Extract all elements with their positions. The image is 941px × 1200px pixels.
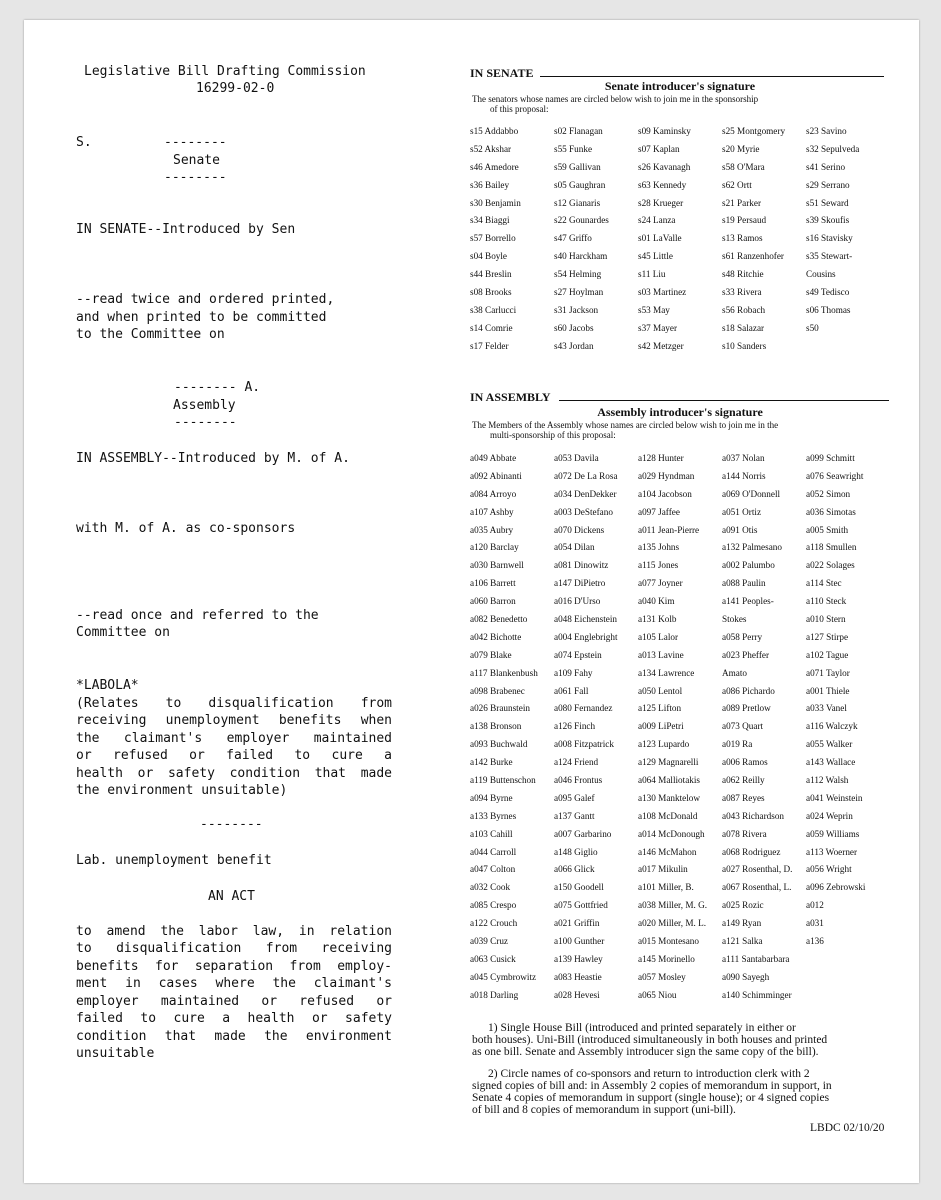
assembly-member-name[interactable]: a045 Cymbrowitz	[470, 971, 537, 982]
senator-column	[638, 123, 722, 356]
assembly-member-name[interactable]: a132 Palmesano	[722, 542, 782, 553]
assembly-member-name[interactable]: a100 Gunther	[554, 936, 605, 947]
assembly-member-name[interactable]: Amato	[722, 667, 748, 678]
assembly-member-name[interactable]: a081 Dinowitz	[554, 560, 609, 571]
mid-dashes: --------	[200, 817, 263, 832]
senator-column	[722, 123, 806, 356]
assembly-member-name[interactable]: a029 Hyndman	[638, 470, 695, 481]
senator-name[interactable]: s37 Mayer	[638, 322, 678, 333]
assembly-member-name[interactable]: a139 Hawley	[554, 953, 603, 964]
act-line: condition that made the environment	[76, 1029, 392, 1044]
assembly-member-name[interactable]: a031	[806, 918, 824, 929]
assembly-member-name[interactable]: a142 Burke	[470, 757, 513, 768]
assembly-member-name[interactable]: a145 Morinello	[638, 953, 695, 964]
assembly-member-name[interactable]: a150 Goodell	[554, 882, 604, 893]
senator-name[interactable]: s16 Stavisky	[806, 233, 853, 244]
assembly-member-name[interactable]: a096 Zebrowski	[806, 882, 866, 893]
assembly-member-name[interactable]: a064 Malliotakis	[638, 775, 701, 786]
assembly-member-name[interactable]: a022 Solages	[806, 560, 855, 571]
assembly-sponsor-grid	[470, 450, 890, 1005]
assembly-member-name[interactable]: a033 Vanel	[806, 703, 847, 714]
senator-name[interactable]: s09 Kaminsky	[638, 126, 691, 136]
in-assembly-heading: IN ASSEMBLY	[470, 390, 551, 404]
assembly-member-name[interactable]: a024 Weprin	[806, 810, 853, 821]
assembly-member-name[interactable]: a036 Simotas	[806, 506, 856, 517]
assembly-member-name[interactable]: a134 Lawrence	[638, 667, 695, 678]
assembly-member-name[interactable]: a106 Barrett	[470, 578, 516, 589]
assembly-member-name[interactable]: a137 Gantt	[554, 810, 595, 821]
lbdc-date-stamp: LBDC 02/10/20	[810, 1122, 885, 1134]
assembly-member-name[interactable]: a026 Braunstein	[470, 703, 530, 714]
senate-signature-line[interactable]	[540, 76, 884, 77]
assembly-member-name[interactable]: a095 Galef	[554, 792, 595, 803]
assembly-member-name[interactable]: a060 Barron	[470, 596, 516, 607]
assembly-member-name[interactable]: a025 Rozic	[722, 900, 764, 911]
senator-name[interactable]: s47 Griffo	[554, 233, 592, 244]
senator-name[interactable]: s23 Savino	[806, 126, 847, 136]
assembly-member-name[interactable]: a080 Fernandez	[554, 703, 613, 714]
assembly-member-name[interactable]: a073 Quart	[722, 721, 764, 732]
assembly-member-name[interactable]: a149 Ryan	[722, 918, 762, 929]
assembly-member-name[interactable]: a066 Glick	[554, 864, 595, 875]
senator-name[interactable]: s07 Kaplan	[638, 143, 680, 154]
senator-name[interactable]: s13 Ramos	[722, 233, 763, 244]
relates-line: receiving unemployment benefits when	[76, 713, 392, 728]
assembly-member-name[interactable]: a103 Cahill	[470, 828, 513, 839]
assembly-member-name[interactable]: a076 Seawright	[806, 470, 864, 481]
senate-introduced-line: IN SENATE--Introduced by Sen	[76, 222, 296, 237]
senator-name[interactable]: s56 Robach	[722, 304, 766, 315]
senator-name[interactable]: s35 Stewart-	[806, 251, 853, 262]
act-line: employer maintained or refused or	[76, 994, 392, 1009]
assembly-member-name[interactable]: a038 Miller, M. G.	[638, 900, 708, 911]
assembly-member-name[interactable]: a018 Darling	[470, 989, 519, 1000]
senator-name[interactable]: s25 Montgomery	[722, 126, 786, 136]
senator-name[interactable]: s45 Little	[638, 251, 673, 262]
senator-name[interactable]: s12 Gianaris	[554, 197, 601, 208]
senate-signature-title: Senate introducer's signature	[604, 79, 756, 93]
assembly-member-name[interactable]: a050 Lentol	[638, 685, 683, 696]
assembly-member-name[interactable]: a140 Schimminger	[722, 989, 792, 1000]
assembly-signature-line[interactable]	[559, 400, 889, 401]
senator-name[interactable]: s60 Jacobs	[554, 322, 594, 333]
sponsor-lists-right-column	[470, 20, 900, 1183]
senator-name[interactable]: s53 May	[638, 304, 670, 315]
assembly-member-name[interactable]: a023 Pheffer	[722, 649, 770, 660]
senate-read-line-1: --read twice and ordered printed,	[76, 292, 335, 307]
senator-name[interactable]: s38 Carlucci	[470, 304, 517, 315]
assembly-member-name[interactable]: a131 Kolb	[638, 614, 677, 625]
senator-name[interactable]: s54 Helming	[554, 269, 602, 280]
assembly-member-name[interactable]: a084 Arroyo	[470, 488, 517, 499]
footnote-1-line: 1) Single House Bill (introduced and printed separately in either or	[488, 1022, 796, 1034]
senator-name[interactable]: s26 Kavanagh	[638, 161, 691, 172]
assembly-member-name[interactable]: a019 Ra	[722, 739, 753, 750]
footnote-2-line: 2) Circle names of co-sponsors and return to introduction clerk with 2	[488, 1068, 810, 1080]
senator-name[interactable]: s29 Serrano	[806, 179, 850, 190]
assembly-member-name[interactable]: a057 Mosley	[638, 971, 686, 982]
footnote-2-line: Senate 4 copies of memorandum in support (single house); or 4 signed copies	[472, 1092, 830, 1104]
senator-name[interactable]: s24 Lanza	[638, 215, 676, 226]
assembly-member-name[interactable]: a041 Weinstein	[806, 792, 863, 803]
assembly-member-name[interactable]: a005 Smith	[806, 524, 849, 535]
relates-line: the environment unsuitable)	[76, 783, 288, 798]
assembly-member-name[interactable]: a127 Stirpe	[806, 631, 849, 642]
senator-name[interactable]: s19 Persaud	[722, 215, 767, 226]
assembly-member-name[interactable]: a090 Sayegh	[722, 971, 770, 982]
act-line: benefits for separation from employ-	[76, 959, 392, 974]
assembly-member-name[interactable]: a020 Miller, M. L.	[638, 918, 707, 929]
assembly-member-name[interactable]: a030 Barnwell	[470, 560, 524, 571]
senator-name[interactable]: s01 LaValle	[638, 233, 682, 244]
assembly-member-name[interactable]: a109 Fahy	[554, 667, 593, 678]
assembly-member-name[interactable]: a112 Walsh	[806, 775, 849, 786]
senator-name[interactable]: s58 O'Mara	[722, 161, 765, 172]
senator-name[interactable]: s18 Salazar	[722, 322, 765, 333]
senate-read-line-3: to the Committee on	[76, 327, 225, 342]
senator-name[interactable]: s46 Amedore	[470, 161, 519, 172]
assembly-introduced-line: IN ASSEMBLY--Introduced by M. of A.	[76, 451, 350, 466]
assembly-member-name[interactable]: a110 Steck	[806, 596, 847, 607]
cosponsors-line: with M. of A. as co-sponsors	[76, 521, 296, 536]
assembly-member-name[interactable]: a094 Byrne	[470, 792, 513, 803]
senator-name[interactable]: s50	[806, 322, 819, 333]
assembly-member-name[interactable]: a129 Magnarelli	[638, 757, 699, 768]
assembly-member-column	[638, 450, 722, 1005]
assembly-member-name[interactable]: a063 Cusick	[470, 953, 516, 964]
assembly-member-name[interactable]: a059 Williams	[806, 828, 860, 839]
assembly-member-name[interactable]: a003 DeStefano	[554, 506, 613, 517]
assembly-member-name[interactable]: a108 McDonald	[638, 810, 698, 821]
assembly-read-line-1: --read once and referred to the	[76, 608, 319, 623]
assembly-member-name[interactable]: a083 Heastie	[554, 971, 602, 982]
assembly-member-name[interactable]: a006 Ramos	[722, 757, 768, 768]
assembly-member-column	[722, 450, 806, 1005]
senator-name[interactable]: s51 Seward	[806, 197, 849, 208]
assembly-member-name[interactable]: a097 Jaffee	[638, 506, 680, 517]
assembly-member-name[interactable]: a141 Peoples-	[722, 596, 774, 607]
senator-column	[806, 123, 890, 356]
senator-name[interactable]: s41 Serino	[806, 161, 846, 172]
senator-name[interactable]: s44 Breslin	[470, 269, 512, 280]
assembly-member-name[interactable]: a077 Joyner	[638, 578, 683, 589]
relates-line: (Relates to disqualification from	[76, 696, 392, 711]
senator-column	[554, 123, 638, 356]
assembly-member-name[interactable]: a147 DiPietro	[554, 578, 606, 589]
assembly-member-name[interactable]: a007 Garbarino	[554, 828, 612, 839]
assembly-dashes-top: -------- A.	[174, 380, 261, 395]
senator-name[interactable]: s17 Felder	[470, 340, 509, 351]
assembly-member-name[interactable]: a092 Abinanti	[470, 470, 522, 481]
lbd-number: 16299-02-0	[196, 81, 275, 96]
senator-name[interactable]: s61 Ranzenhofer	[722, 251, 784, 262]
assembly-member-name[interactable]: a093 Buchwald	[470, 739, 528, 750]
assembly-member-name[interactable]: a126 Finch	[554, 721, 596, 732]
senator-name[interactable]: s32 Sepulveda	[806, 143, 860, 154]
senator-name[interactable]: s34 Biaggi	[470, 215, 510, 226]
senator-name[interactable]: s43 Jordan	[554, 340, 594, 351]
senator-name[interactable]: s49 Tedisco	[806, 287, 850, 298]
assembly-member-column	[554, 450, 638, 1005]
assembly-member-name[interactable]: a118 Smullen	[806, 542, 857, 553]
assembly-member-name[interactable]: a021 Griffin	[554, 918, 600, 929]
act-line: to amend the labor law, in relation	[76, 924, 392, 939]
assembly-member-name[interactable]: a078 Rivera	[722, 828, 767, 839]
senator-name[interactable]: s28 Krueger	[638, 197, 684, 208]
act-line: ment in cases where the claimant's	[76, 976, 392, 991]
assembly-member-name[interactable]: a061 Fall	[554, 685, 589, 696]
act-line: unsuitable	[76, 1046, 155, 1061]
assembly-member-name[interactable]: a065 Niou	[638, 989, 677, 1000]
assembly-member-name[interactable]: a114 Stec	[806, 578, 842, 589]
senator-name[interactable]: s03 Martinez	[638, 287, 687, 298]
senator-name[interactable]: s27 Hoylman	[554, 287, 604, 298]
assembly-member-name[interactable]: a047 Colton	[470, 864, 516, 875]
assembly-member-name[interactable]: a016 D'Urso	[554, 596, 601, 607]
assembly-member-name[interactable]: a119 Buttenschon	[470, 775, 536, 786]
assembly-signature-title: Assembly introducer's signature	[597, 405, 763, 419]
assembly-member-name[interactable]: a117 Blankenbush	[470, 667, 538, 678]
senate-note-line-1: The senators whose names are circled below wish to join me in the sponsorship	[472, 94, 759, 104]
assembly-member-name[interactable]: a111 Santabarbara	[722, 953, 790, 964]
assembly-member-name	[806, 987, 890, 1005]
senator-name[interactable]: s06 Thomas	[806, 304, 851, 315]
assembly-member-name[interactable]: a074 Epstein	[554, 649, 602, 660]
act-line: to disqualification from receiving	[76, 941, 392, 956]
assembly-member-name[interactable]: a055 Walker	[806, 739, 853, 750]
assembly-member-name[interactable]: a040 Kim	[638, 596, 675, 607]
assembly-member-name[interactable]: a002 Palumbo	[722, 560, 775, 571]
senator-name[interactable]: s02 Flanagan	[554, 126, 603, 136]
assembly-member-name[interactable]: a010 Stern	[806, 614, 846, 625]
assembly-member-name[interactable]: a085 Crespo	[470, 900, 517, 911]
short-title: Lab. unemployment benefit	[76, 853, 272, 868]
senate-bill-number-label: S.	[76, 135, 92, 150]
senator-name[interactable]: s36 Bailey	[470, 179, 510, 190]
footnote-1-line: as one bill. Senate and Assembly introducer sign the same copy of the bill).	[472, 1046, 819, 1058]
senator-name[interactable]: s04 Boyle	[470, 251, 508, 262]
senate-label: Senate	[173, 153, 220, 168]
footnote-2-line: signed copies of bill and: in Assembly 2 copies of memorandum in support, in	[472, 1080, 832, 1092]
assembly-member-name[interactable]: a113 Woerner	[806, 846, 858, 857]
assembly-member-name[interactable]: a088 Paulin	[722, 578, 766, 589]
senator-name[interactable]: s40 Harckham	[554, 251, 608, 262]
assembly-member-name[interactable]: a052 Simon	[806, 488, 851, 499]
assembly-member-name[interactable]: a069 O'Donnell	[722, 488, 781, 499]
senate-read-line-2: and when printed to be committed	[76, 310, 327, 325]
assembly-member-name[interactable]: a039 Cruz	[470, 936, 509, 947]
assembly-member-name[interactable]: a148 Giglio	[554, 846, 598, 857]
assembly-member-name[interactable]: a082 Benedetto	[470, 614, 528, 625]
senator-name[interactable]: s31 Jackson	[554, 304, 599, 315]
senate-dashes-bottom: --------	[164, 170, 227, 185]
act-line: failed to cure a health or safety	[76, 1011, 392, 1026]
bill-jacket-page	[24, 20, 919, 1183]
assembly-member-name[interactable]: a079 Blake	[470, 649, 512, 660]
assembly-member-name[interactable]: a043 Richardson	[722, 810, 785, 821]
assembly-member-name[interactable]: a098 Brabenec	[470, 685, 525, 696]
assembly-label: Assembly	[173, 398, 236, 413]
senator-name[interactable]: s05 Gaughran	[554, 179, 606, 190]
senate-sponsor-grid	[470, 123, 890, 356]
senator-name[interactable]: s14 Comrie	[470, 322, 513, 333]
senator-name[interactable]: s22 Gounardes	[554, 215, 609, 226]
assembly-member-name[interactable]: a011 Jean-Pierre	[638, 524, 700, 535]
assembly-dashes-bottom: --------	[174, 415, 237, 430]
assembly-member-name[interactable]: a143 Wallace	[806, 757, 856, 768]
senator-name[interactable]: s48 Ritchie	[722, 269, 764, 280]
senator-name[interactable]: s10 Sanders	[722, 340, 767, 351]
assembly-member-name[interactable]: a004 Englebright	[554, 631, 618, 642]
footnote-2-line: of bill and 8 copies of memorandum in support (uni-bill).	[472, 1104, 736, 1116]
assembly-member-name[interactable]: a042 Bichotte	[470, 631, 522, 642]
assembly-member-name[interactable]: a136	[806, 936, 824, 947]
assembly-member-name[interactable]: a012	[806, 900, 824, 911]
assembly-member-name[interactable]: a133 Byrnes	[470, 810, 517, 821]
assembly-member-name[interactable]: a122 Crouch	[470, 918, 518, 929]
assembly-member-name[interactable]: a049 Abbate	[470, 453, 517, 463]
senate-dashes-top: --------	[164, 135, 227, 150]
assembly-member-name[interactable]: a138 Bronson	[470, 721, 522, 732]
senator-name[interactable]: s21 Parker	[722, 197, 762, 208]
assembly-member-name[interactable]: a062 Reilly	[722, 775, 765, 786]
assembly-member-name[interactable]: a089 Pretlow	[722, 703, 771, 714]
footnote-1-line: both houses). Uni-Bill (introduced simultaneously in both houses and printed	[472, 1034, 828, 1046]
assembly-member-name[interactable]: a144 Norris	[722, 470, 766, 481]
assembly-member-name[interactable]: a123 Lupardo	[638, 739, 690, 750]
senator-name[interactable]: s55 Funke	[554, 143, 593, 154]
senator-name[interactable]: s30 Benjamin	[470, 197, 521, 208]
assembly-member-name[interactable]: a146 McMahon	[638, 846, 697, 857]
an-act-heading: AN ACT	[208, 889, 255, 904]
commission-header: Legislative Bill Drafting Commission	[84, 64, 366, 79]
assembly-member-name[interactable]: a009 LiPetri	[638, 721, 684, 732]
senator-name[interactable]: s20 Myrie	[722, 143, 760, 154]
relates-line: health or safety condition that made	[76, 766, 392, 781]
assembly-member-name[interactable]: a130 Manktelow	[638, 792, 701, 803]
assembly-member-name[interactable]: a072 De La Rosa	[554, 470, 618, 481]
assembly-member-name[interactable]: a115 Jones	[638, 560, 679, 571]
assembly-member-name[interactable]: a075 Gottfried	[554, 900, 608, 911]
assembly-member-name[interactable]: a044 Carroll	[470, 846, 517, 857]
assembly-member-name[interactable]: a032 Cook	[470, 882, 511, 893]
bill-cover-left-column	[24, 20, 464, 1183]
assembly-member-name[interactable]: a124 Friend	[554, 757, 599, 768]
assembly-member-name[interactable]: a056 Wright	[806, 864, 852, 875]
assembly-member-name[interactable]: a104 Jacobson	[638, 488, 692, 499]
senator-name	[806, 338, 890, 356]
senator-name[interactable]: s08 Brooks	[470, 287, 512, 298]
senator-column	[470, 123, 554, 356]
assembly-member-name[interactable]: a015 Montesano	[638, 936, 699, 947]
relates-line: or refused or failed to cure a	[76, 748, 392, 763]
assembly-member-name[interactable]: a101 Miller, B.	[638, 882, 694, 893]
assembly-member-name[interactable]: a014 McDonough	[638, 828, 705, 839]
assembly-member-name[interactable]: a107 Ashby	[470, 506, 514, 517]
assembly-member-name[interactable]: a013 Lavine	[638, 649, 684, 660]
assembly-member-name[interactable]: a070 Dickens	[554, 524, 605, 535]
senator-name[interactable]: s63 Kennedy	[638, 179, 687, 190]
senator-name[interactable]: s62 Ortt	[722, 179, 752, 190]
senator-name[interactable]: s33 Rivera	[722, 287, 762, 298]
senator-name[interactable]: s39 Skoufis	[806, 215, 850, 226]
assembly-member-name[interactable]: a008 Fitzpatrick	[554, 739, 614, 750]
assembly-read-line-2: Committee on	[76, 625, 170, 640]
senator-name[interactable]: s42 Metzger	[638, 340, 684, 351]
assembly-member-name[interactable]: a116 Walczyk	[806, 721, 858, 732]
senator-name[interactable]: Cousins	[806, 269, 836, 280]
assembly-note-line-1: The Members of the Assembly whose names are circled below wish to join me in the	[472, 420, 779, 430]
assembly-member-name[interactable]: a017 Mikulin	[638, 864, 688, 875]
assembly-member-name[interactable]: a037 Nolan	[722, 453, 765, 463]
assembly-member-name[interactable]: a105 Lalor	[638, 631, 679, 642]
assembly-member-name[interactable]: a058 Perry	[722, 631, 763, 642]
assembly-member-name[interactable]: a054 Dilan	[554, 542, 595, 553]
assembly-member-name[interactable]: a071 Taylor	[806, 667, 850, 678]
assembly-member-name	[806, 969, 890, 987]
assembly-member-name[interactable]: a001 Thiele	[806, 685, 850, 696]
senator-name[interactable]: s11 Liu	[638, 269, 666, 280]
assembly-member-name[interactable]: a102 Tague	[806, 649, 849, 660]
assembly-member-column	[806, 450, 890, 1005]
in-senate-heading: IN SENATE	[470, 66, 534, 80]
assembly-member-name[interactable]: a121 Salka	[722, 936, 763, 947]
assembly-member-name[interactable]: a135 Johns	[638, 542, 680, 553]
assembly-note-line-2: multi-sponsorship of this proposal:	[490, 430, 616, 440]
assembly-member-name[interactable]: a099 Schmitt	[806, 453, 855, 463]
assembly-member-name[interactable]: a048 Eichenstein	[554, 614, 618, 625]
relates-line: the claimant's employer maintained	[76, 731, 392, 746]
assembly-member-name[interactable]: a087 Reyes	[722, 792, 765, 803]
assembly-member-name[interactable]: a034 DenDekker	[554, 488, 617, 499]
assembly-member-name[interactable]: a067 Rosenthal, L.	[722, 882, 792, 893]
senator-name[interactable]: s57 Borrello	[470, 233, 516, 244]
assembly-member-name[interactable]: Stokes	[722, 614, 747, 625]
senator-name[interactable]: s15 Addabbo	[470, 126, 519, 136]
assembly-member-name[interactable]: a028 Hevesi	[554, 989, 600, 1000]
assembly-member-name[interactable]: a068 Rodriguez	[722, 846, 781, 857]
assembly-member-name[interactable]: a125 Lifton	[638, 703, 682, 714]
assembly-member-name	[806, 951, 890, 969]
assembly-member-name[interactable]: a027 Rosenthal, D.	[722, 864, 793, 875]
assembly-member-name[interactable]: a120 Barclay	[470, 542, 519, 553]
assembly-member-name[interactable]: a053 Davila	[554, 453, 599, 463]
senator-name[interactable]: s52 Akshar	[470, 143, 512, 154]
assembly-member-name[interactable]: a128 Hunter	[638, 453, 684, 463]
assembly-member-column	[470, 450, 554, 1005]
assembly-member-name[interactable]: a091 Otis	[722, 524, 758, 535]
senator-name[interactable]: s59 Gallivan	[554, 161, 601, 172]
senate-note-line-2: of this proposal:	[490, 104, 549, 114]
assembly-member-name[interactable]: a035 Aubry	[470, 524, 514, 535]
bill-tag: *LABOLA*	[76, 678, 139, 693]
assembly-member-name[interactable]: a051 Ortiz	[722, 506, 762, 517]
assembly-member-name[interactable]: a086 Pichardo	[722, 685, 775, 696]
assembly-member-name[interactable]: a046 Frontus	[554, 775, 603, 786]
